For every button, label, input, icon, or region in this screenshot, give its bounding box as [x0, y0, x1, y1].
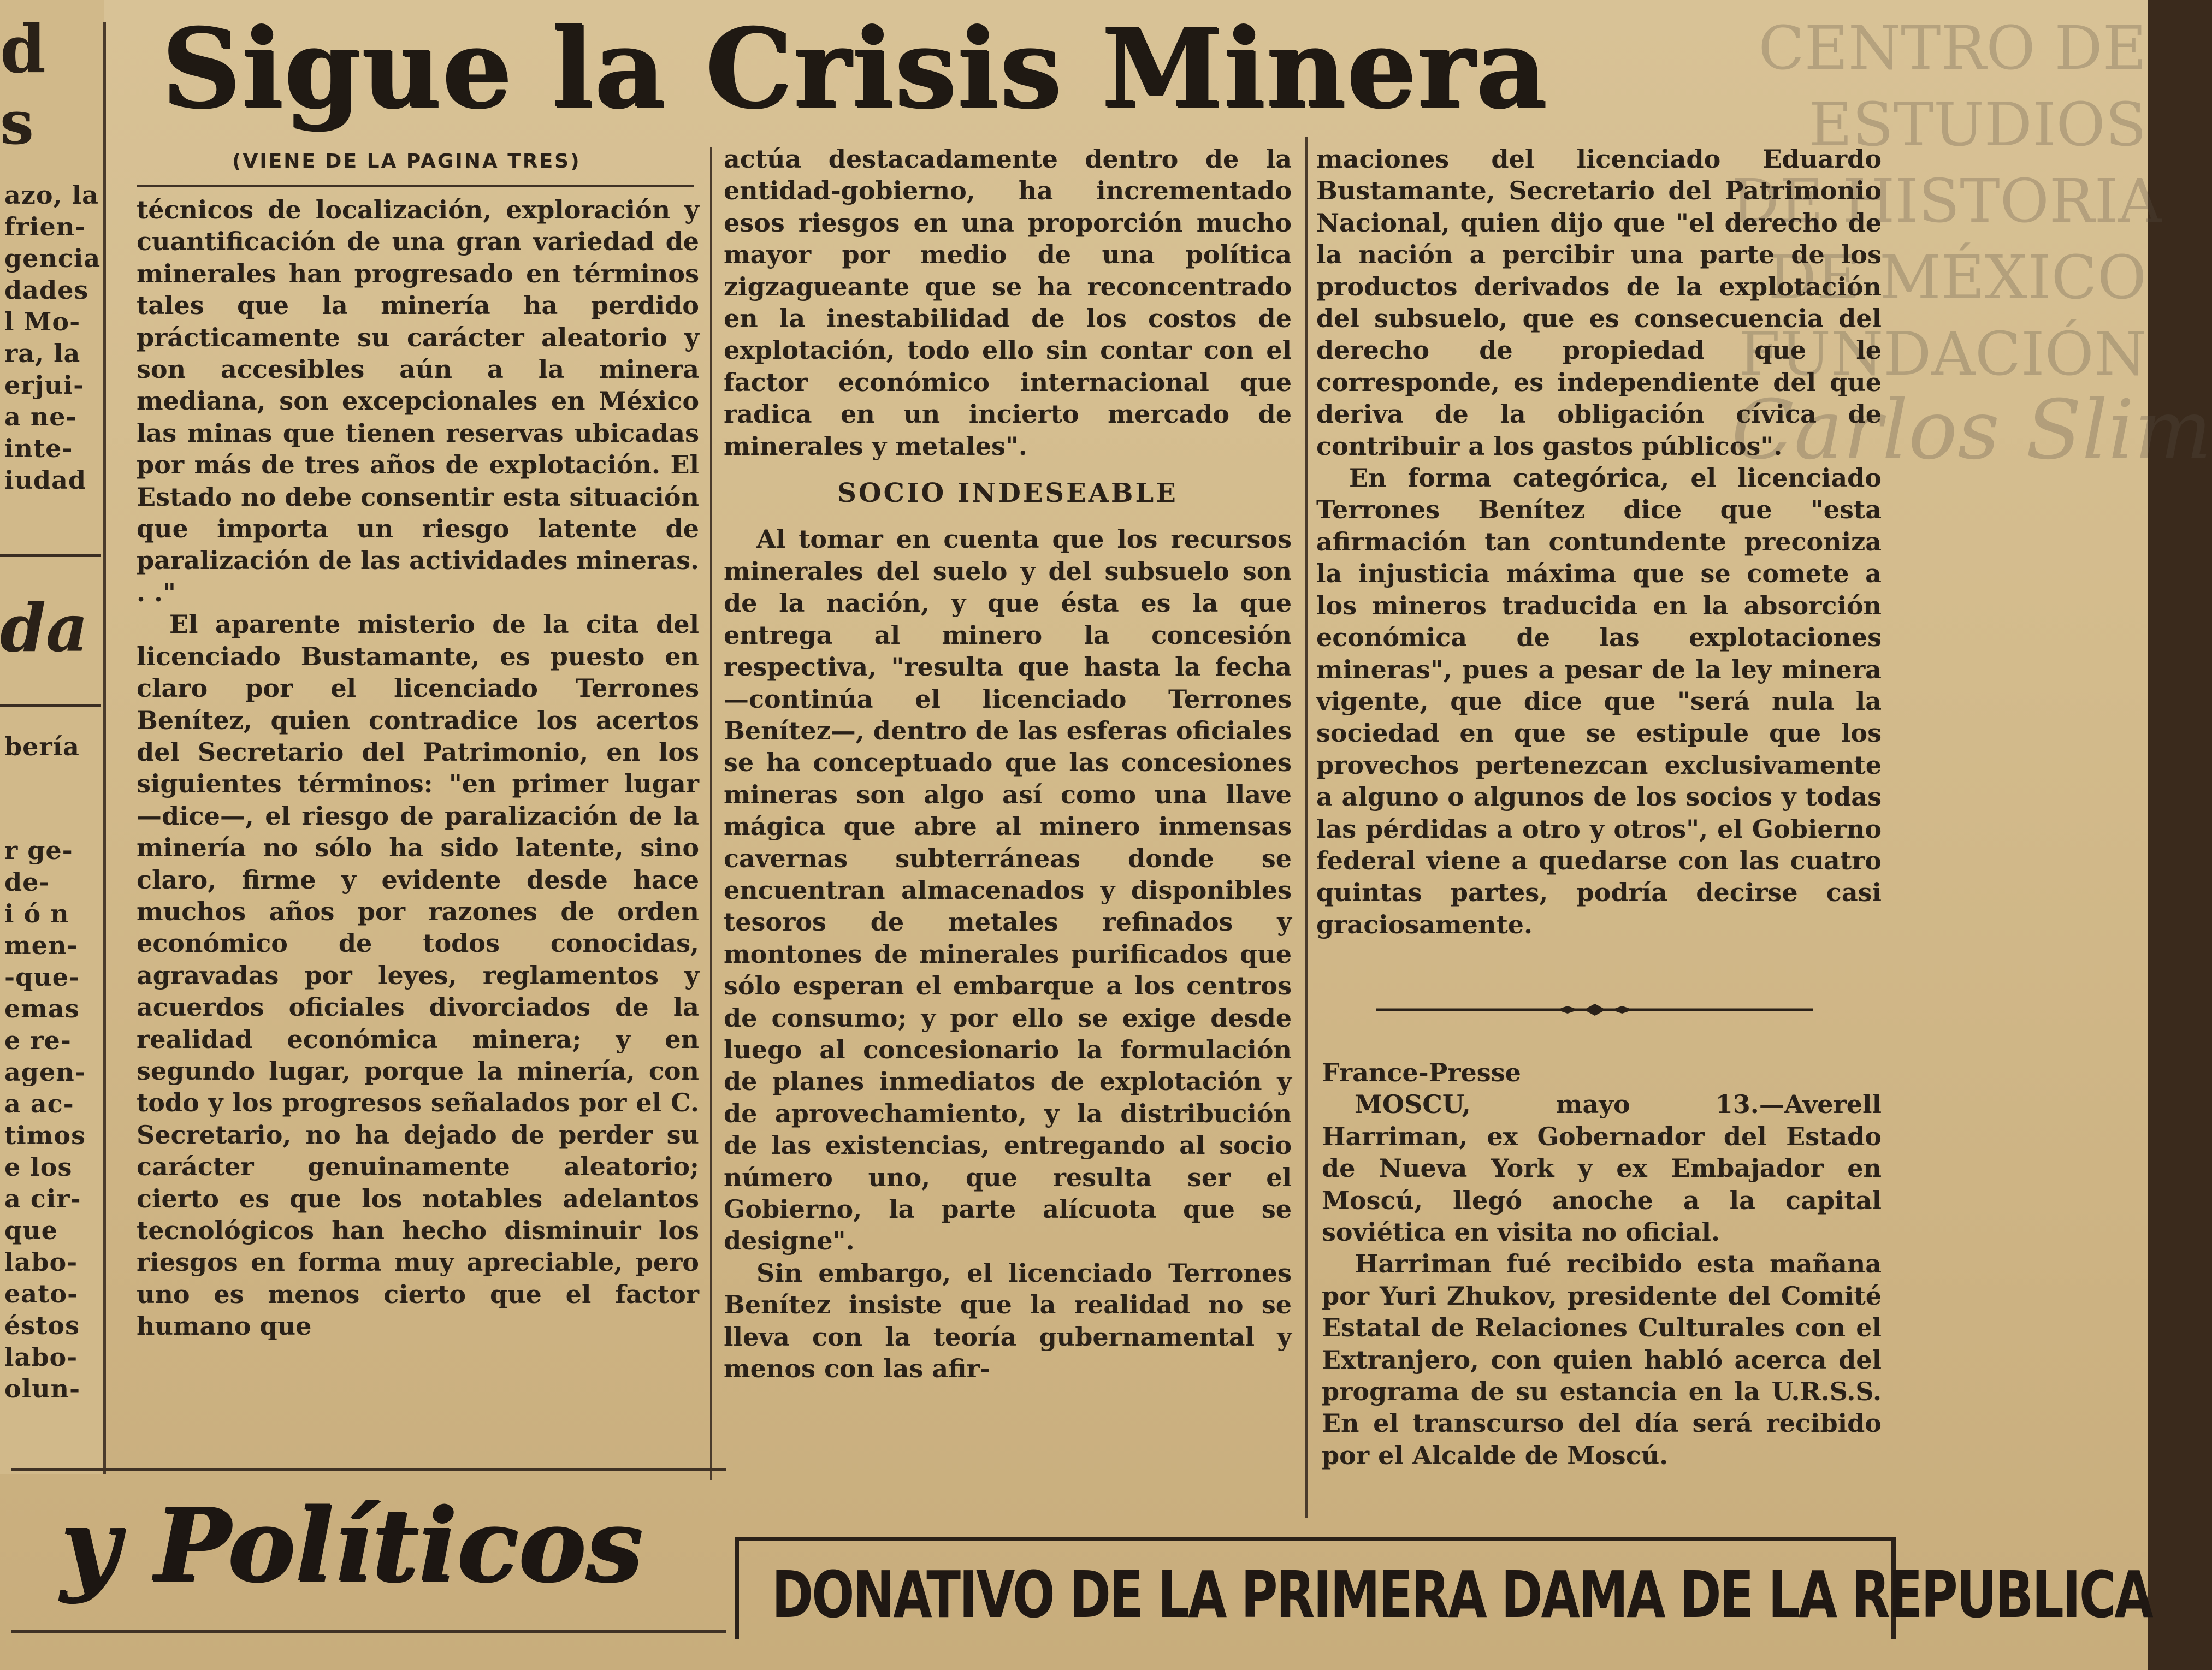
fragment-line: -que-: [4, 962, 80, 992]
watermark-line: ESTUDIOS: [1808, 90, 2146, 159]
fragment-line: inte-: [4, 434, 73, 463]
fragment-line: frien-: [4, 212, 86, 241]
left-column-fragment: [0, 0, 104, 1474]
watermark-line: DE MÉXICO: [1768, 242, 2146, 312]
paragraph: maciones del licenciado Eduardo Bustamante, Secretario del Patrimonio Nacional, quien dijo que "el derecho de la nación a percibir una parte de los productos derivados de la explotación del subsuelo, que es consecuencia del derecho de propiedad que le corresponde, es independiente del que deriva de la obligación cívica de contribuir a los gastos públicos".: [1316, 144, 1882, 461]
watermark-line: FUNDACIÓN: [1738, 319, 2146, 389]
banner-headline: DONATIVO DE LA PRIMERA DAMA DE LA REPUBLICA: [772, 1557, 2152, 1632]
fragment-line: men-: [4, 931, 78, 960]
divider: [0, 554, 101, 557]
paragraph: Sin embargo, el licenciado Terrones Benítez insiste que la realidad no se lleva con la teoría gubernamental y menos con las afir-: [724, 1258, 1292, 1384]
fragment-headline-bottom: s: [0, 87, 34, 158]
article-column-2: [724, 143, 1292, 1519]
fragment-line: iudad: [4, 465, 87, 495]
fragment-line: dades: [4, 275, 89, 305]
fragment-headline-mid: da: [0, 590, 88, 667]
paragraph: El aparente misterio de la cita del licenciado Bustamante, es puesto en claro por el licenciado Terrones Benítez, quien contradice los acertos del Secretario del Patrimonio, en los siguientes términos: "en primer lugar —dice—, el riesgo de paralización de la minería no sólo ha sido latente, sino claro, firme y evidente desde hace muchos años por razones de orden económico de todos conocidas, agravadas por leyes, reglamentos y acuerdos oficiales divorciados de la realidad económica minera; y en segundo lugar, porque la minería, con todo y los progresos señalados por el C. Secretario, no ha dejado de perder su carácter genuinamente aleatorio; cierto es que los notables adelantos tecnológicos han hecho disminuir los riesgos en forma muy apreciable, pero uno es menos cierto que el factor humano que: [137, 609, 699, 1341]
paragraph: MOSCU, mayo 13.—Averell Harriman, ex Gobernador del Estado de Nueva York y ex Embajador en Moscú, llegó anoche a la capital soviética en visita no oficial.: [1322, 1089, 1882, 1247]
fragment-line: timos: [4, 1121, 86, 1150]
fragment-line: ra, la: [4, 339, 81, 368]
fragment-line: r ge-: [4, 836, 73, 865]
paragraph: técnicos de localización, exploración y cuantificación de una gran variedad de minerales han progresado en términos tales que la minería ha perdido prácticamente su carácter aleatorio y son accesibles aún a la minera mediana, son excepcionales en México las minas que tienen reservas ubicadas por más de tres años de explotación. El Estado no debe consentir esta situación que importa un riesgo latente de paralización de las actividades mineras. . .": [137, 195, 700, 607]
fragment-line: a ac-: [4, 1089, 74, 1118]
fragment-line: olun-: [4, 1374, 81, 1403]
fragment-line: emas: [4, 994, 80, 1023]
fragment-line: gencia: [4, 244, 101, 273]
article-column-3: [1316, 143, 1882, 1006]
watermark-line: CENTRO DE: [1758, 13, 2146, 83]
wire-credit: France-Presse: [1322, 1058, 1521, 1087]
news-brief: [1322, 1057, 1882, 1505]
main-headline: Sigue la Crisis Minera: [161, 4, 1548, 133]
fragment-line: e re-: [4, 1026, 72, 1055]
fragment-line: i ó n: [4, 899, 69, 928]
divider: [137, 185, 694, 187]
fragment-line: e los: [4, 1152, 73, 1182]
continuation-note: (VIENE DE LA PAGINA TRES): [232, 150, 581, 173]
fragment-line: a ne-: [4, 402, 77, 431]
fragment-line: agen-: [4, 1057, 86, 1087]
divider: [11, 1468, 726, 1471]
column-divider: [103, 22, 106, 1474]
watermark-signature: Carlos Slim: [1731, 383, 2212, 478]
ornamental-divider: [1376, 1004, 1813, 1016]
column-divider: [710, 147, 712, 1480]
article-column-1: [137, 194, 699, 1455]
section-subhead: SOCIO INDESEABLE: [837, 478, 1178, 509]
paragraph: actúa destacadamente dentro de la entidad-gobierno, ha incrementado esos riesgos en una proporción mucho mayor por medio de una política zigzagueante que se ha reconcentrado en la inestabilidad de los costos de explotación, todo ello sin contar con el factor económico internacional que radica en un incierto mercado de minerales y metales".: [724, 144, 1292, 461]
paragraph: Al tomar en cuenta que los recursos minerales del suelo y del subsuelo son de la nación, y que ésta es la que entrega al minero la concesión respectiva, "resulta que hasta la fecha —continúa el licenciado Terrones Benítez—, dentro de las esferas oficiales se ha conceptuado que las concesiones mineras son algo así como una llave mágica que abre al minero inmensas cavernas subterráneas donde se encuentran almacenados y disponibles tesoros de metales refinados y montones de minerales purificados que sólo esperan el embarque a los centros de consumo; y por ello se exige desde luego al concesionario la formulación de planes inmediatos de explotación y de aprovechamiento, y la distribución de las existencias, entregando al socio número uno, que resulta ser el Gobierno, la parte alícuota que se designe".: [724, 524, 1292, 1256]
fragment-line: labo-: [4, 1342, 78, 1372]
paragraph: En forma categórica, el licenciado Terrones Benítez dice que "esta afirmación tan contundente preconiza la injusticia máxima que se comete a los mineros traducida en la absorción económica de las explotaciones mineras", pues a pesar de la ley minera vigente, que dice que "será nula la sociedad en que se estipule que los provechos pertenezcan exclusivamente a alguno o algunos de los socios y todas las pérdidas a otro y otros", el Gobierno federal viene a quedarse con las cuatro quintas partes, podría decirse casi graciosamente.: [1316, 463, 1882, 939]
fragment-line: a cir-: [4, 1184, 81, 1213]
fragment-line: azo, la: [4, 180, 99, 210]
fragment-line: de-: [4, 867, 50, 897]
column-divider: [1305, 137, 1308, 1518]
fragment-line: que: [4, 1216, 58, 1245]
fragment-line: erjui-: [4, 370, 85, 400]
fragment-line: eato-: [4, 1279, 79, 1308]
paragraph: Harriman fué recibido esta mañana por Yuri Zhukov, presidente del Comité Estatal de Relaciones Culturales con el Extranjero, con quien habló acerca del programa de su estancia en la U.R.S.S. En el transcurso del día será recibido por el Alcalde de Moscú.: [1322, 1249, 1882, 1470]
section-headline: y Políticos: [60, 1485, 642, 1604]
divider: [11, 1630, 726, 1633]
bottom-banner: [735, 1537, 2152, 1639]
fragment-headline-top: d: [0, 11, 46, 88]
watermark-line: DE HISTORIA: [1731, 166, 2162, 236]
fragment-line: labo-: [4, 1247, 78, 1277]
divider: [0, 704, 101, 707]
fragment-line: éstos: [4, 1311, 80, 1340]
fragment-line: bería: [4, 732, 80, 761]
fragment-line: l Mo-: [4, 307, 81, 336]
